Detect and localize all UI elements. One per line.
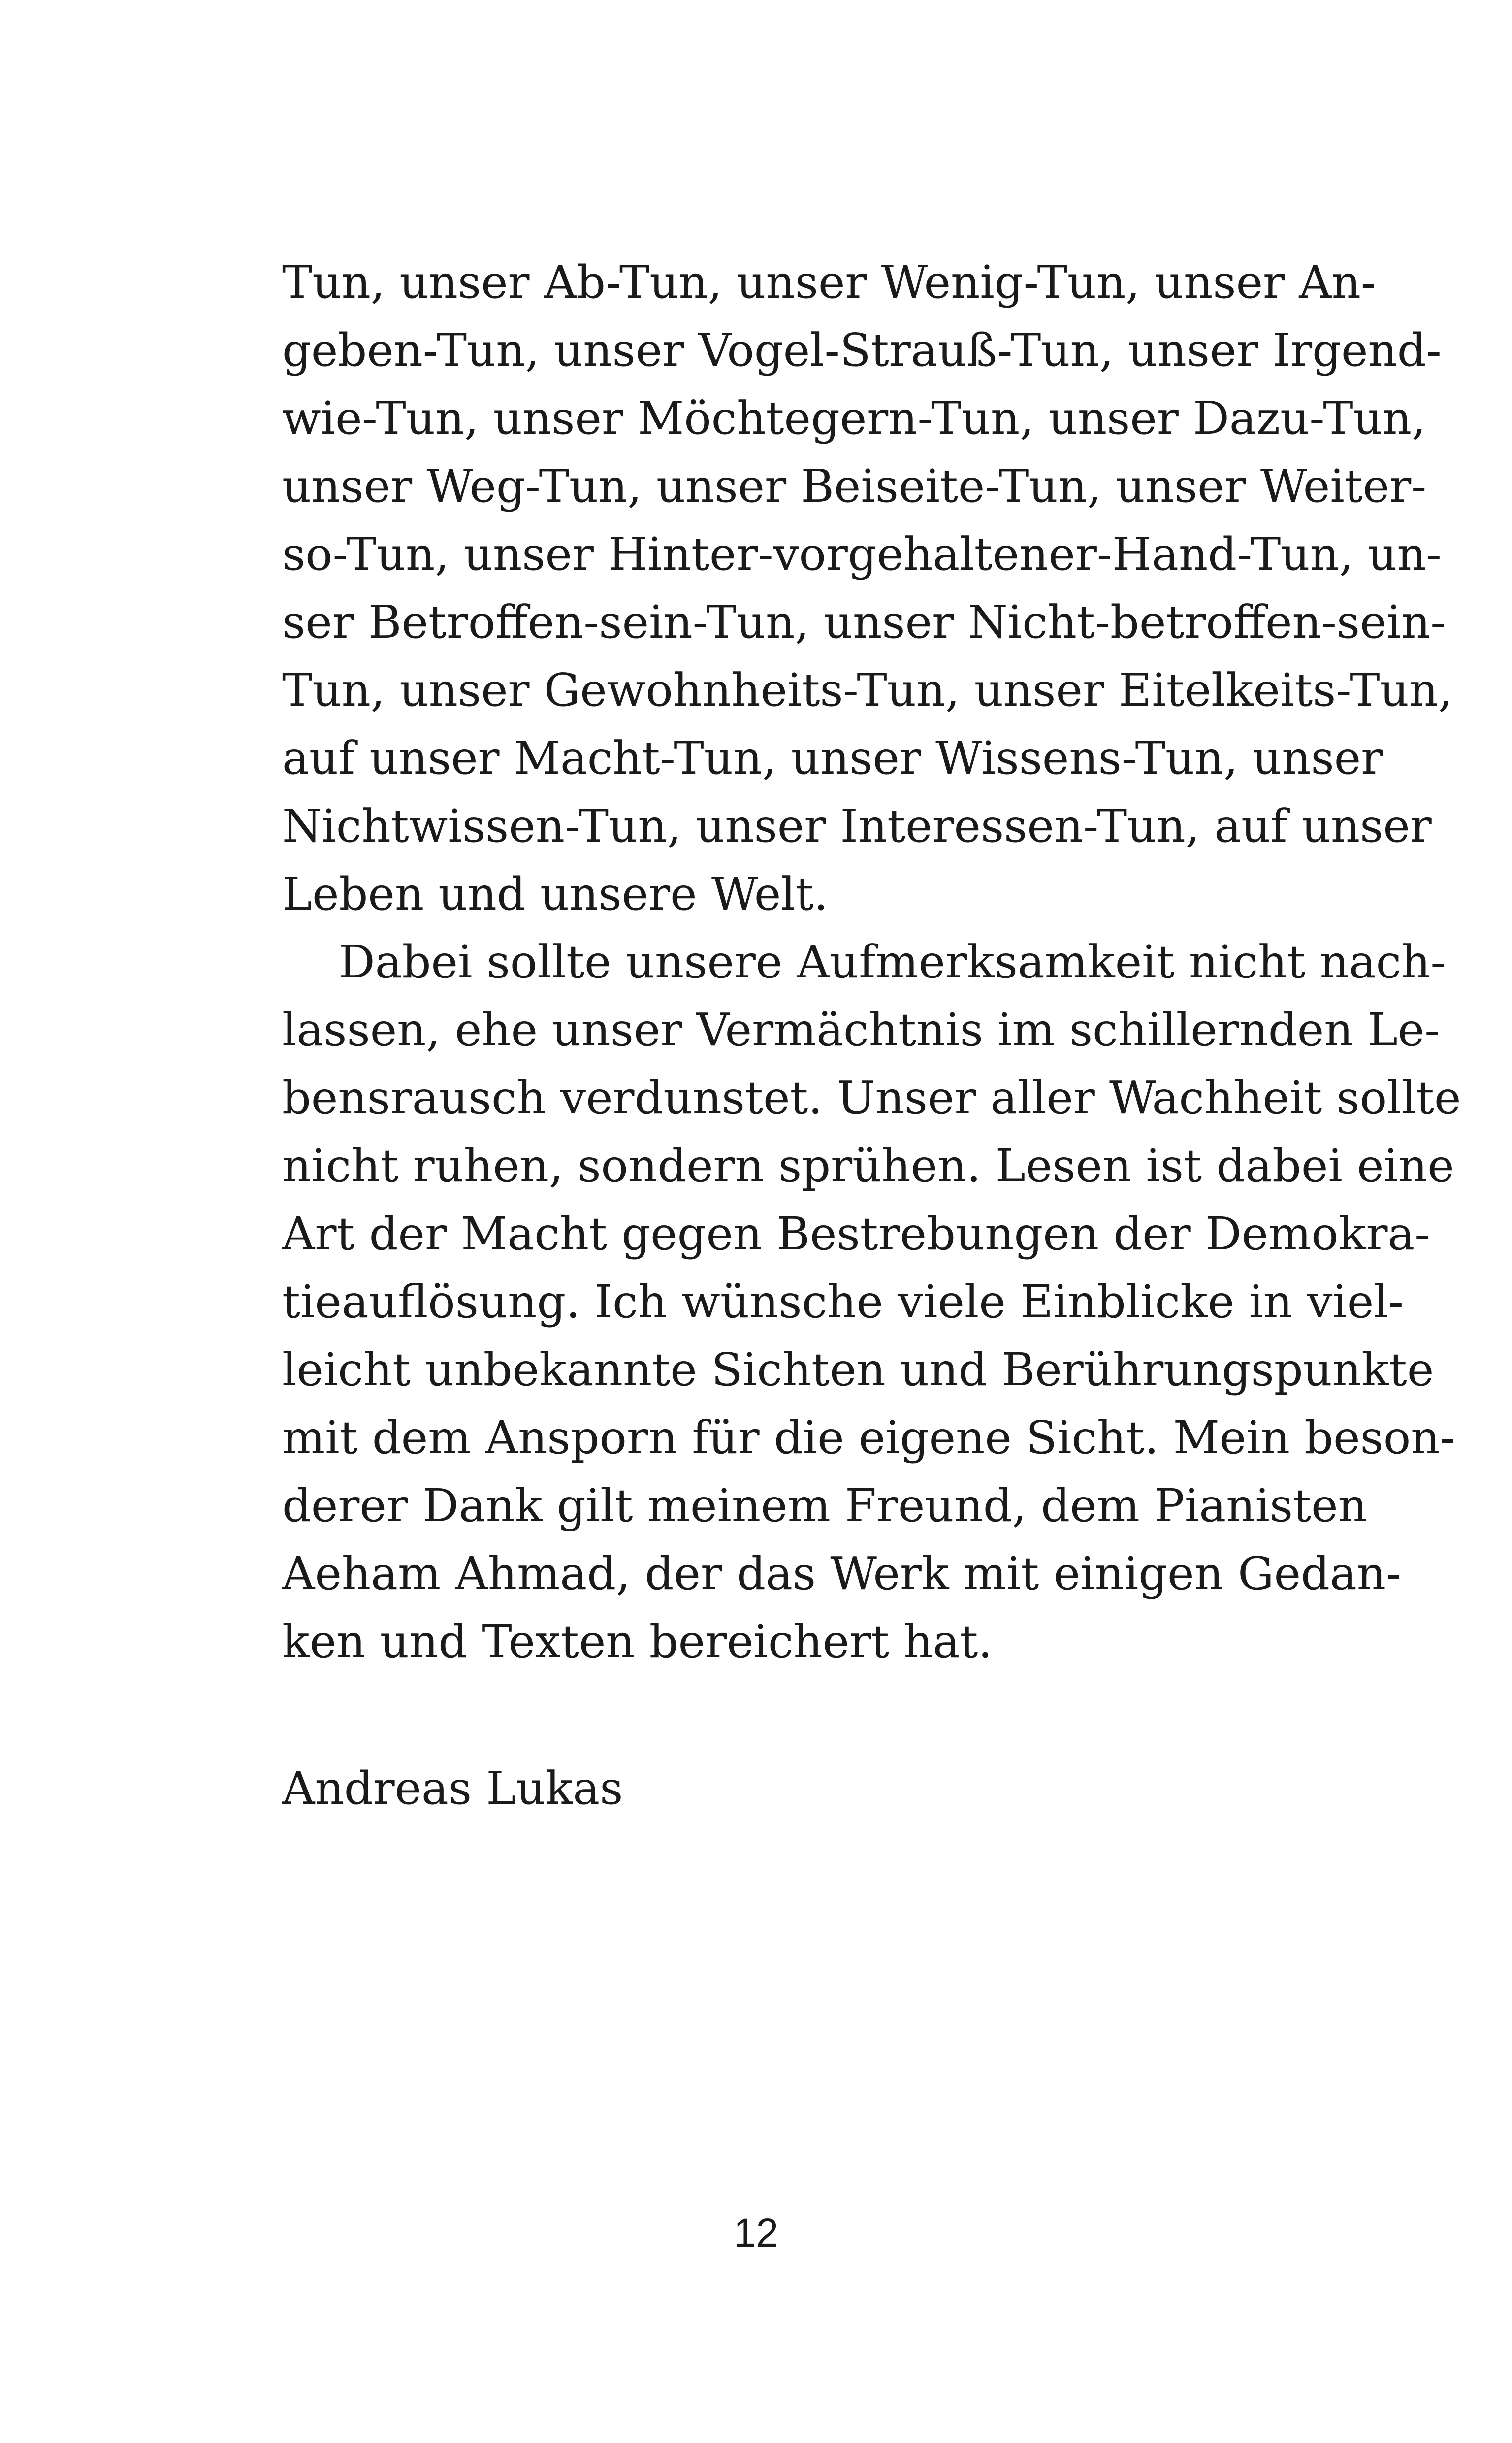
text-line: unser Weg-Tun, unser Beiseite-Tun, unser Weiter-: [282, 460, 1427, 513]
text-line: wie-Tun, unser Möchtegern-Tun, unser Dazu-Tun,: [282, 392, 1426, 445]
text-line: Tun, unser Gewohnheits-Tun, unser Eitelkeits-Tun,: [282, 664, 1453, 717]
paragraph-1: [282, 249, 1453, 928]
text-line: Nichtwissen-Tun, unser Interessen-Tun, auf unser: [282, 800, 1432, 852]
text-line: derer Dank gilt meinem Freund, dem Pianisten: [282, 1479, 1367, 1532]
page-number: 12: [733, 2211, 779, 2255]
text-line: Tun, unser Ab-Tun, unser Wenig-Tun, unser An-: [282, 256, 1377, 309]
text-line: mit dem Ansporn für die eigene Sicht. Mein beson-: [282, 1411, 1455, 1464]
text-line: tieauflösung. Ich wünsche viele Einblicke in viel-: [282, 1275, 1404, 1328]
text-line: nicht ruhen, sondern sprühen. Lesen ist dabei eine: [282, 1140, 1454, 1192]
text-line: ser Betroffen-sein-Tun, unser Nicht-betroffen-sein-: [282, 596, 1446, 649]
text-line: bensrausch verdunstet. Unser aller Wachheit sollte: [282, 1072, 1461, 1124]
text-line: Dabei sollte unsere Aufmerksamkeit nicht nach-: [339, 936, 1446, 988]
text-line: auf unser Macht-Tun, unser Wissens-Tun, unser: [282, 732, 1383, 784]
body-text: [282, 249, 1461, 1676]
text-line: lassen, ehe unser Vermächtnis im schillernden Le-: [282, 1004, 1440, 1056]
text-line: Art der Macht gegen Bestrebungen der Demokra-: [282, 1207, 1430, 1260]
text-line: geben-Tun, unser Vogel-Strauß-Tun, unser Irgend-: [282, 324, 1442, 377]
text-line: leicht unbekannte Sichten und Berührungspunkte: [282, 1343, 1434, 1396]
paragraph-2: [282, 928, 1461, 1676]
text-line: so-Tun, unser Hinter-vorgehaltener-Hand-Tun, un-: [282, 528, 1442, 581]
text-line: ken und Texten bereichert hat.: [282, 1615, 993, 1668]
text-line: Aeham Ahmad, der das Werk mit einigen Gedan-: [282, 1547, 1402, 1600]
author-signature: Andreas Lukas: [282, 1762, 623, 1815]
text-line: Leben und unsere Welt.: [282, 868, 828, 920]
